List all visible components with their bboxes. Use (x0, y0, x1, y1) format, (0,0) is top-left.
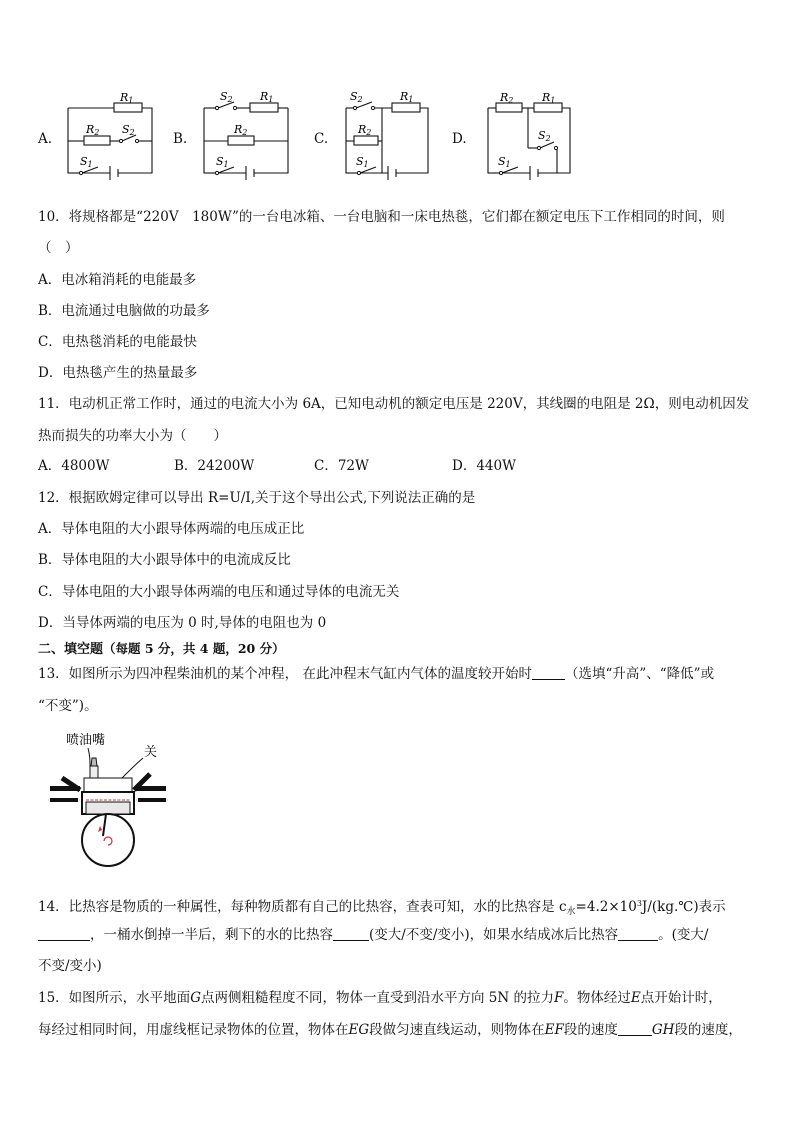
q15-text-8: 段的速度， (674, 1022, 742, 1038)
q14-text-3: J/(kg.℃)表示 (641, 899, 726, 915)
q14-blank-1[interactable] (38, 926, 90, 941)
q15-text-7: 段的速度 (563, 1022, 618, 1038)
q15-force-f: F (553, 990, 564, 1006)
q13-stem-part2: （选填“升高”、“降低”或 (564, 666, 715, 682)
q10-option-a: A．电冰箱消耗的电能最多 (38, 272, 197, 288)
q11-stem-line1: 11．电动机正常工作时，通过的电流大小为 6A，已知电动机的额定电压是 220V，其线圈的电阻是 2Ω，则电动机因发 (38, 396, 750, 412)
circuit-c-s2-label: S2 (350, 90, 363, 104)
q11-stem-line2: 热而损失的功率大小为（ ） (38, 428, 227, 444)
q15-text-4: 点开始计时， (640, 990, 722, 1006)
circuit-a-s1-label: S1 (80, 155, 93, 169)
circuit-d-r1-label: R1 (542, 91, 556, 105)
q14-text-5: (变大/不变/变小)，如果水结成冰后比热容 (369, 927, 619, 943)
q15-text-2: 点两侧粗糙程度不同，物体一直受到沿水平方向 5N 的拉力 (200, 990, 554, 1006)
circuit-c-letter: C. (314, 131, 329, 147)
circuit-b-s2-label: S2 (220, 90, 233, 104)
q15-answer-blank[interactable] (618, 1021, 652, 1036)
q15-point-g: G (190, 990, 201, 1006)
q12-option-b: B．导体电阻的大小跟导体中的电流成反比 (38, 552, 291, 568)
q10-option-b: B．电流通过电脑做的功最多 (38, 303, 210, 319)
q12-option-a: A．导体电阻的大小跟导体两端的电压成正比 (38, 521, 305, 537)
q10-stem-line2: （ ） (38, 240, 79, 256)
circuit-b-diagram (198, 88, 298, 188)
q15-segment-ef: EF (544, 1022, 564, 1038)
circuit-b-letter: B. (173, 131, 188, 147)
q15-text-6: 段做匀速直线运动，则物体在 (369, 1022, 545, 1038)
section-2-title: 二、填空题 (38, 642, 104, 657)
diesel-engine-figure (48, 728, 178, 873)
q14-blank-3[interactable] (618, 926, 658, 941)
circuit-d-r2-label: R2 (500, 91, 514, 105)
circuit-c-r2-label: R2 (358, 123, 372, 137)
nozzle-label: 喷油嘴 (66, 733, 106, 748)
q14-exponent: 3 (636, 899, 642, 908)
q15-line2 (38, 1021, 742, 1039)
q14-text-4: ，一桶水倒掉一半后，剩下的水的比热容 (90, 927, 333, 943)
q13-answer-blank[interactable] (532, 665, 565, 680)
q15-segment-eg: EG (348, 1022, 370, 1038)
q15-text-5: 每经过相同时间，用虚线框记录物体的位置，物体在 (38, 1022, 349, 1038)
circuit-c-r1-label: R1 (400, 90, 414, 104)
q11-option-d: D．440W (452, 458, 516, 474)
q14-text-2: =4.2×10 (575, 899, 637, 915)
q14-text-6: 。(变大/ (658, 927, 709, 943)
q15-point-e: E (630, 990, 641, 1006)
q12-option-c: C．导体电阻的大小跟导体两端的电压和通过导体的电流无关 (38, 584, 400, 600)
circuit-b-r1-label: R1 (260, 90, 274, 104)
circuit-d-s1-label: S1 (498, 155, 511, 169)
circuit-a-r2-label: R2 (86, 123, 100, 137)
q14-line3: 不变/变小) (38, 958, 102, 974)
q14-blank-2[interactable] (333, 926, 369, 941)
q12-option-d: D．当导体两端的电压为 0 时,导体的电阻也为 0 (38, 615, 327, 631)
q11-option-a: A．4800W (38, 458, 110, 474)
engine-body (50, 758, 166, 866)
q13-stem-part1: 13．如图所示为四冲程柴油机的某个冲程， 在此冲程末气缸内气体的温度较开始时 (38, 666, 532, 682)
q10-stem-line1: 10．将规格都是“220V 180W”的一台电冰箱、一台电脑和一床电热毯，它们都在额定电压下工作相同的时间，则 (38, 209, 725, 225)
q11-option-c: C．72W (314, 458, 369, 474)
q15-segment-gh: GH (651, 1022, 675, 1038)
circuit-a-letter: A. (38, 131, 53, 147)
q15-text-1: 15．如图所示，水平地面 (38, 990, 191, 1006)
circuit-d-letter: D. (452, 131, 467, 147)
circuit-a-diagram (62, 88, 162, 188)
q14-line2 (38, 926, 708, 944)
q10-option-d: D．电热毯产生的热量最多 (38, 365, 198, 381)
circuit-b-r2-label: R2 (234, 123, 248, 137)
q10-option-c: C．电热毯消耗的电能最快 (38, 334, 197, 350)
circuit-a-r1-label: R1 (120, 91, 134, 105)
q13-stem-line1 (38, 665, 714, 683)
circuit-c-s1-label: S1 (356, 155, 369, 169)
circuit-d-s2-label: S2 (538, 129, 551, 143)
section-2-heading (38, 640, 285, 659)
circuit-c-diagram (340, 88, 440, 188)
q15-text-3: 。物体经过 (563, 990, 631, 1006)
q11-option-b: B．24200W (174, 458, 255, 474)
q13-stem-line2: “不变”)。 (38, 698, 98, 714)
circuit-d-diagram (482, 88, 582, 188)
section-2-note: （每题 5 分，共 4 题，20 分） (103, 641, 285, 656)
q14-text-1: 14．比热容是物质的一种属性，每种物质都有自己的比热容，查表可知，水的比热容是 c (38, 899, 567, 915)
circuit-b-s1-label: S1 (216, 155, 229, 169)
q12-stem: 12．根据欧姆定律可以导出 R=U/I,关于这个导出公式,下列说法正确的是 (38, 490, 476, 506)
q15-line1 (38, 989, 722, 1007)
circuit-a-s2-label: S2 (122, 123, 135, 137)
valve-closed-label: 关 (144, 745, 158, 760)
q14-line1 (38, 895, 726, 921)
q14-water-sub: 水 (566, 907, 576, 917)
